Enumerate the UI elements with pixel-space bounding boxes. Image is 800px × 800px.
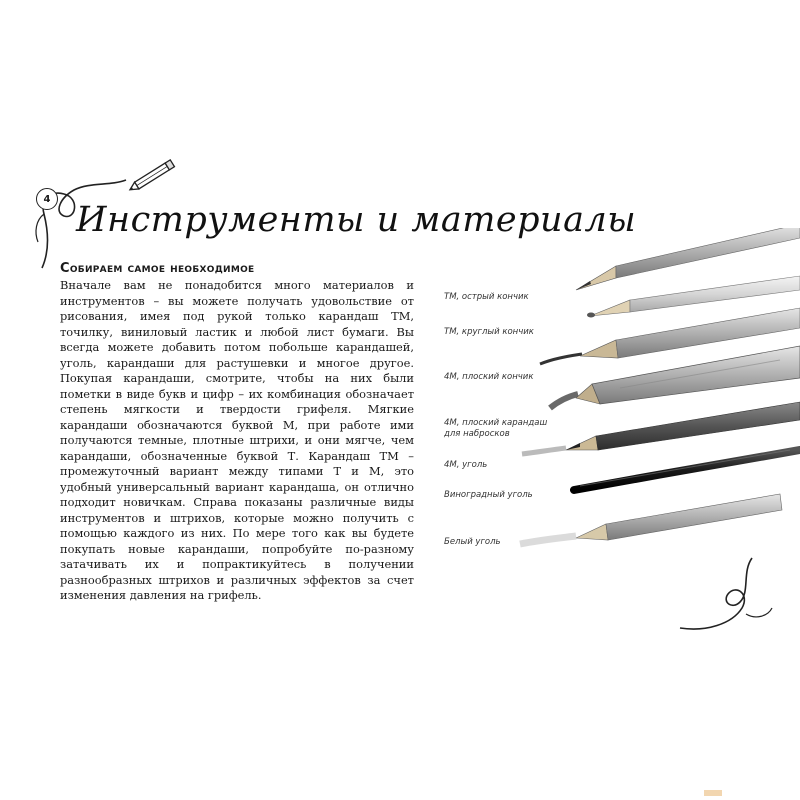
- section-heading: Собираем самое необходимое: [60, 261, 255, 276]
- pencil-label-7: Белый уголь: [444, 537, 501, 547]
- pencil-4m-charcoal: [522, 402, 800, 454]
- pencil-white-charcoal: [520, 494, 782, 544]
- pencil-label-3: 4М, плоский кончик: [444, 372, 534, 382]
- pencil-label-2: ТМ, круглый кончик: [444, 327, 534, 337]
- pencil-label-4: 4М, плоский карандаш для набросков: [444, 418, 548, 439]
- pencil-label-1: ТМ, острый кончик: [444, 292, 529, 302]
- body-paragraph: Вначале вам не понадобится много материалов и инструментов – вы можете получать удовольствие от рисования, имея под рукой только карандаш ТМ, точилку, виниловый ластик и любой лист бумаги. Вы всегда можете добавить потом побольше карандашей, уголь, карандаши для растушевки и многое другое. Покупая карандаши, смотрите, чтобы на них были пометки в виде букв и цифр – их комбинация обозначает степень мягкости и твердости грифеля. Мягкие карандаши обозначаются буквой М, при работе ими получаются темные, плотные штрихи, и они мягче, чем карандаши, обозначенные буквой Т. Карандаш ТМ – промежуточный вариант между типами Т и М, это удобный универсальный вариант карандаша, он отлично подходит новичкам. Справа показаны различные виды инструментов и штрихов, которые можно получить с помощью каждого из них. По мере того как вы будете покупать новые карандаши, попробуйте по-разному затачивать их и попрактикуйтесь в получении разнообразных штрихов и различных эффектов за счет изменения давления на грифель.: [60, 278, 414, 602]
- page-number: 4: [36, 188, 58, 210]
- page-title: Инструменты и материалы: [76, 200, 637, 240]
- pencil-label-6: Виноградный уголь: [444, 490, 533, 500]
- pencil-icon: [124, 158, 180, 194]
- pencil-label-5: 4М, уголь: [444, 460, 488, 470]
- pencil-illustration: [420, 228, 800, 558]
- swirl-ornament-bottom-icon: [676, 550, 776, 640]
- pencil-vine-charcoal: [574, 450, 800, 490]
- bottom-edge-mark: [704, 790, 722, 796]
- pencil-tm-round: [587, 276, 800, 318]
